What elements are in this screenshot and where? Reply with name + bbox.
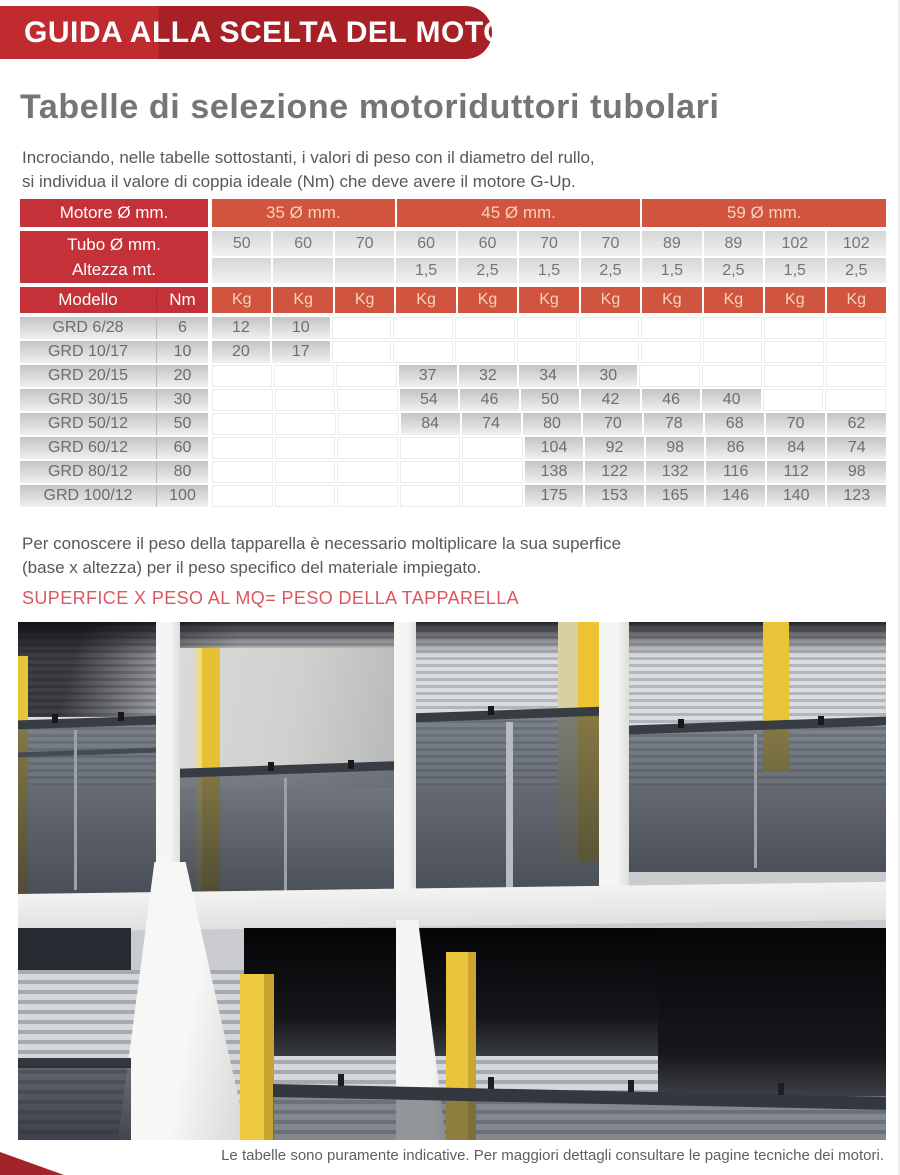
nm-value: 10 [156,341,208,363]
kg-value-cell [275,389,336,411]
kg-header-cell: Kg [827,287,886,313]
intro-paragraph [22,146,595,194]
photo-glass-balustrade [18,1066,131,1140]
kg-value-cell: 123 [827,485,886,507]
kg-value-cell: 70 [583,413,642,435]
model-name: GRD 100/12 [43,487,133,504]
row-cells [212,365,886,387]
model-name: GRD 10/17 [47,343,129,360]
kg-value-cell: 122 [585,461,644,483]
kg-value-cell: 37 [399,365,457,387]
photo-rail-clip [52,714,58,723]
model-name: GRD 80/12 [47,463,129,480]
kg-header-cell: Kg [765,287,824,313]
kg-value-cell [641,317,701,339]
row-cells [212,485,886,507]
model-label-cell [20,389,208,411]
photo-white-pillar [156,622,180,896]
model-label-cell [20,485,208,507]
kg-value-cell [462,437,523,459]
photo-glass-balustrade [273,1096,886,1140]
table-rows [20,317,886,507]
photo-glass-balustrade [629,726,886,872]
kg-value-cell: 84 [401,413,460,435]
model-label-cell [20,341,208,363]
model-nm-header [20,287,208,313]
corner-decoration [0,1152,64,1175]
kg-value-cell: 98 [827,461,886,483]
photo-balustrade-post [754,734,757,868]
height-value-cell: 2,5 [458,258,517,283]
height-value-cell: 1,5 [642,258,701,283]
photo-balustrade-post [506,722,513,892]
model-name: GRD 60/12 [47,439,129,456]
height-value-cell [335,258,394,283]
kg-value-cell [703,317,763,339]
kg-value-cell [462,461,523,483]
photo-glass-balustrade [18,928,131,976]
kg-header-cell: Kg [396,287,455,313]
section-title: Tabelle di selezione motoriduttori tubolari [20,88,720,126]
kg-value-cell: 46 [642,389,701,411]
kg-value-cell: 74 [462,413,521,435]
kg-value-cell: 62 [827,413,886,435]
table-header-tube-height-block [20,231,886,283]
kg-value-cell: 132 [646,461,705,483]
kg-value-cell: 140 [767,485,826,507]
tube-value-cell: 89 [704,231,763,256]
kg-value-cell [400,437,461,459]
kg-value-cell: 54 [400,389,459,411]
tube-value-cell: 60 [273,231,332,256]
footer-note: Le tabelle sono puramente indicative. Per maggiori dettagli consultare le pagine tecniche dei motori. [221,1147,884,1164]
kg-value-cell [275,413,336,435]
kg-value-cell: 74 [827,437,886,459]
kg-value-cell: 112 [767,461,826,483]
table-row [20,461,886,483]
photo-rail-clip [268,762,274,771]
motor-group-header: 45 Ø mm. [397,199,641,227]
kg-value-cell [212,413,273,435]
photo-rail-clip [488,1077,494,1089]
kg-value-cell [275,437,336,459]
motor-diameter-label: Motore Ø mm. [20,199,208,227]
kg-value-cell [212,461,273,483]
row-cells [212,317,886,339]
photo-white-pillar [394,622,416,896]
kg-value-cell: 34 [519,365,577,387]
table-row [20,485,886,507]
kg-value-cell [337,461,398,483]
kg-header-cell: Kg [581,287,640,313]
kg-value-cell: 40 [702,389,761,411]
kg-value-cell: 10 [272,317,330,339]
kg-value-cell [826,341,886,363]
tube-value-cell: 102 [765,231,824,256]
nm-value: 60 [156,437,208,459]
tube-value-cell: 89 [642,231,701,256]
height-value-cell: 1,5 [519,258,578,283]
kg-value-cell [455,317,515,339]
photo-white-pillar [599,622,629,896]
building-facade-photo [18,622,886,1140]
kg-value-cell: 165 [646,485,705,507]
kg-value-cell: 138 [525,461,584,483]
note-line-1: Per conoscere il peso della tapparella è necessario moltiplicare la sua superfice [22,534,622,553]
model-label-cell [20,317,208,339]
tube-diameter-label: Tubo Ø mm. [67,235,161,254]
height-value-cell: 2,5 [704,258,763,283]
kg-value-cell [764,341,824,363]
kg-header-cell: Kg [212,287,271,313]
kg-value-cell: 17 [272,341,330,363]
kg-value-cell: 92 [585,437,644,459]
row-cells [212,389,886,411]
kg-value-cell: 80 [523,413,582,435]
kg-value-cell [400,461,461,483]
kg-value-cell [702,365,762,387]
photo-rail-clip [348,760,354,769]
kg-value-cell [455,341,515,363]
photo-dark-recess [658,928,886,1096]
kg-value-cell: 42 [581,389,640,411]
kg-value-cell: 46 [460,389,519,411]
tube-height-labels [20,231,208,283]
note-line-2: (base x altezza) per il peso specifico del materiale impiegato. [22,558,482,577]
motor-group-header: 35 Ø mm. [212,199,395,227]
kg-value-cell [337,389,398,411]
model-label-cell [20,461,208,483]
kg-value-cell: 20 [212,341,270,363]
kg-value-cell: 84 [767,437,826,459]
weight-formula: SUPERFICE X PESO AL MQ= PESO DELLA TAPPARELLA [22,588,520,608]
height-value-cell: 2,5 [827,258,886,283]
kg-value-cell: 68 [705,413,764,435]
nm-value: 6 [156,317,208,339]
kg-value-cell: 104 [525,437,584,459]
weight-note-paragraph [22,532,621,580]
kg-value-cell [393,317,453,339]
height-value-cell: 2,5 [581,258,640,283]
kg-value-cell [332,341,392,363]
height-label: Altezza mt. [71,260,157,279]
kg-value-cell [764,317,824,339]
kg-value-cell [703,341,763,363]
kg-value-cell [212,365,272,387]
height-value-cell: 1,5 [765,258,824,283]
photo-rail-clip [678,719,684,728]
kg-value-cell [336,365,396,387]
height-value-cell [273,258,332,283]
kg-value-cell [462,485,523,507]
kg-header-cell: Kg [273,287,332,313]
tube-value-cell: 70 [519,231,578,256]
kg-header-cell: Kg [704,287,763,313]
kg-value-cell [212,389,273,411]
kg-value-cell: 175 [525,485,584,507]
photo-rail-clip [338,1074,344,1086]
tube-value-cell: 50 [212,231,271,256]
intro-line-2: si individua il valore di coppia ideale (Nm) che deve avere il motore G-Up. [22,172,576,191]
kg-value-cell: 12 [212,317,270,339]
kg-value-cell: 98 [646,437,705,459]
kg-value-cell: 70 [766,413,825,435]
nm-value: 100 [156,485,208,507]
height-value-cell [212,258,271,283]
table-row [20,317,886,339]
nm-label: Nm [156,290,208,310]
kg-value-cell: 32 [459,365,517,387]
table-header-model-row [20,287,886,313]
model-name: GRD 50/12 [47,415,129,432]
table-row [20,437,886,459]
model-name: GRD 30/15 [47,391,129,408]
kg-value-cell [826,317,886,339]
kg-value-cell [764,365,824,387]
photo-rail-clip [118,712,124,721]
kg-value-cell: 153 [585,485,644,507]
table-row [20,413,886,435]
kg-value-cell [212,437,273,459]
kg-value-cell [641,341,701,363]
kg-value-cell [400,485,461,507]
photo-rail-clip [778,1083,784,1095]
tube-value-cell: 70 [335,231,394,256]
kg-value-cell [763,389,824,411]
table-row [20,365,886,387]
photo-balustrade-post [74,730,77,890]
kg-value-cell [332,317,392,339]
kg-value-cell [579,317,639,339]
kg-value-cell [517,317,577,339]
kg-value-cell [639,365,699,387]
model-name: GRD 20/15 [47,367,129,384]
kg-value-cell [579,341,639,363]
kg-value-cell [275,485,336,507]
tube-value-cell: 102 [827,231,886,256]
photo-rail-clip [818,716,824,725]
kg-value-cell [275,461,336,483]
kg-value-cell [825,389,886,411]
row-cells [212,461,886,483]
nm-value: 80 [156,461,208,483]
kg-value-cell: 146 [706,485,765,507]
page-header-banner [0,6,550,59]
kg-value-cell [337,485,398,507]
model-label: Modello [58,290,118,309]
table-row [20,341,886,363]
photo-rail-clip [628,1080,634,1092]
kg-value-cell: 116 [706,461,765,483]
tube-value-cell: 60 [458,231,517,256]
height-value-cell: 1,5 [396,258,455,283]
intro-line-1: Incrociando, nelle tabelle sottostanti, i valori di peso con il diametro del rullo, [22,148,595,167]
tube-value-cell: 70 [581,231,640,256]
tube-height-cells [212,231,886,283]
row-cells [212,413,886,435]
kg-value-cell: 78 [644,413,703,435]
table-row [20,389,886,411]
model-label-cell [20,365,208,387]
tube-value-cell: 60 [396,231,455,256]
kg-header-cell: Kg [642,287,701,313]
kg-value-cell [393,341,453,363]
motor-group-header: 59 Ø mm. [642,199,886,227]
nm-value: 20 [156,365,208,387]
kg-header-cell: Kg [335,287,394,313]
motor-selection-table [20,199,886,509]
motor-groups [212,199,886,227]
kg-value-cell [212,485,273,507]
kg-value-cell: 86 [706,437,765,459]
photo-yellow-strip [240,974,274,1140]
kg-value-cell [274,365,334,387]
kg-value-cell: 50 [521,389,580,411]
row-cells [212,341,886,363]
kg-value-cell [337,437,398,459]
nm-value: 30 [156,389,208,411]
table-header-motor-row [20,199,886,227]
row-cells [212,437,886,459]
kg-cells [212,287,886,313]
model-name: GRD 6/28 [52,319,124,336]
model-label-cell [20,413,208,435]
kg-value-cell [338,413,399,435]
photo-balustrade-post [284,778,287,894]
page-title: GUIDA ALLA SCELTA DEL MOTORE [24,15,550,49]
model-label-cell [20,437,208,459]
kg-value-cell [517,341,577,363]
kg-header-cell: Kg [519,287,578,313]
photo-rail-clip [488,706,494,715]
kg-value-cell [826,365,886,387]
kg-value-cell: 30 [579,365,637,387]
kg-header-cell: Kg [458,287,517,313]
nm-value: 50 [156,413,208,435]
